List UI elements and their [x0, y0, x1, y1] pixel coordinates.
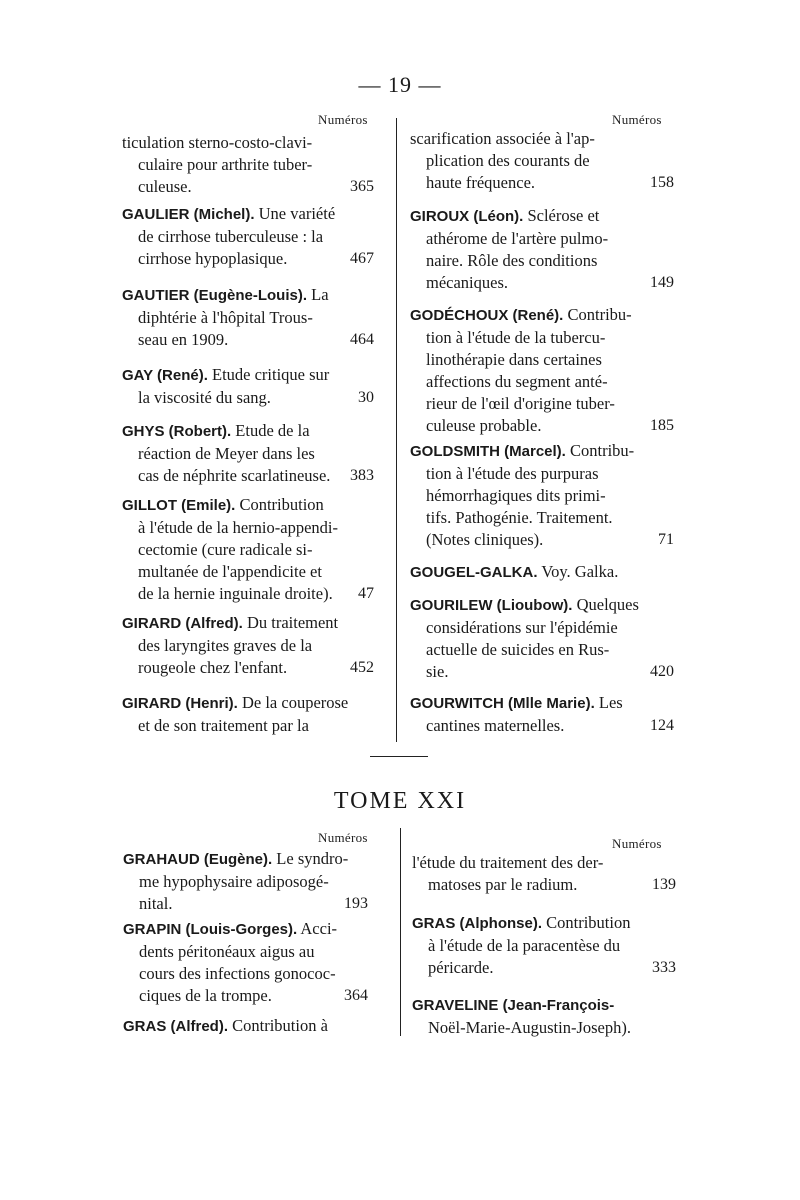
entry-text: cantines maternelles.	[426, 716, 565, 735]
index-entry	[122, 132, 374, 198]
author-name: GOURILEW (Lioubow).	[410, 597, 573, 614]
thesis-number: 185	[650, 417, 674, 434]
index-entry	[410, 128, 674, 194]
entry-text: ticulation sterno-costo-clavi-	[122, 133, 313, 152]
entry-text: culeuse probable.	[426, 416, 542, 435]
entry-text: rieur de l'œil d'origine tuber-	[426, 394, 615, 413]
entry-text: nital.	[139, 894, 173, 913]
entry-text: à l'étude de la paracentèse du	[428, 936, 621, 955]
author-name: GAULIER (Michel).	[122, 206, 255, 223]
index-entry	[410, 561, 674, 584]
index-entry	[122, 420, 374, 487]
entry-text: culaire pour arthrite tuber-	[138, 155, 313, 174]
thesis-number: 47	[358, 585, 374, 602]
entry-text: la viscosité du sang.	[138, 388, 271, 407]
entry-text: Le syndro-	[272, 849, 349, 868]
entry-text: matoses par le radium.	[428, 875, 578, 894]
section-divider	[370, 756, 428, 757]
author-name: GAUTIER (Eugène-Louis).	[122, 287, 307, 304]
author-name: GRAS (Alfred).	[123, 1018, 228, 1035]
entry-text: diphtérie à l'hôpital Trous-	[138, 308, 313, 327]
entry-text: Contribution à	[228, 1016, 328, 1035]
entry-text: Contribution	[235, 495, 324, 514]
entry-text: Sclérose et	[523, 206, 600, 225]
author-name: GAY (René).	[122, 367, 208, 384]
thesis-number: 333	[652, 959, 676, 976]
entry-text: péricarde.	[428, 958, 494, 977]
index-entry	[122, 612, 374, 679]
entry-text: et de son traitement par la	[138, 716, 309, 735]
entry-text: Contribu-	[565, 441, 635, 460]
entry-text: hémorrhagiques dits primi-	[426, 486, 606, 505]
entry-text: culeuse.	[138, 177, 192, 196]
thesis-number: 365	[350, 178, 374, 195]
thesis-number: 139	[652, 876, 676, 893]
entry-text: plication des courants de	[426, 151, 590, 170]
entry-text: mécaniques.	[426, 273, 509, 292]
entry-text: me hypophysaire adiposogé-	[139, 872, 329, 891]
index-entry	[122, 284, 374, 351]
index-entry	[410, 205, 674, 294]
entry-text: Contribution	[542, 913, 631, 932]
thesis-number: 124	[650, 717, 674, 734]
entry-text: des laryngites graves de la	[138, 636, 313, 655]
index-entry	[410, 594, 674, 683]
author-name: GIRARD (Henri).	[122, 695, 238, 712]
thesis-number: 71	[658, 531, 674, 548]
thesis-number: 30	[358, 389, 374, 406]
thesis-number: 452	[350, 659, 374, 676]
thesis-number: 193	[344, 895, 368, 912]
column-divider-bottom	[400, 828, 401, 1036]
entry-text: affections du segment anté-	[426, 372, 608, 391]
index-entry	[122, 203, 374, 270]
entry-text: rougeole chez l'enfant.	[138, 658, 288, 677]
column-header-left: Numéros	[318, 112, 368, 127]
entry-text: Etude de la	[231, 421, 310, 440]
entry-text: réaction de Meyer dans les	[138, 444, 315, 463]
entry-text: à l'étude de la hernio-appendi-	[138, 518, 338, 537]
entry-text: Une variété	[254, 204, 336, 223]
entry-text: tifs. Pathogénie. Traitement.	[426, 508, 613, 527]
thesis-number: 464	[350, 331, 374, 348]
entry-text: Quelques	[572, 595, 639, 614]
entry-text: linothérapie dans certaines	[426, 350, 602, 369]
entry-text: scarification associée à l'ap-	[410, 129, 595, 148]
entry-text: considérations sur l'épidémie	[426, 618, 618, 637]
thesis-number: 467	[350, 250, 374, 267]
entry-text: ciques de la trompe.	[139, 986, 272, 1005]
index-entry	[412, 912, 676, 979]
author-name: GOLDSMITH (Marcel).	[410, 443, 566, 460]
index-entry	[122, 364, 374, 409]
index-entry	[122, 692, 374, 737]
column-divider	[396, 118, 397, 742]
entry-text: multanée de l'appendicite et	[138, 562, 322, 581]
entry-text: de la hernie inguinale droite).	[138, 584, 333, 603]
entry-text: cours des infections gonococ-	[139, 964, 336, 983]
author-name: GOURWITCH (Mlle Marie).	[410, 695, 595, 712]
entry-text: Etude critique sur	[207, 365, 330, 384]
page-number: — 19 —	[358, 72, 442, 97]
entry-text: tion à l'étude des purpuras	[426, 464, 599, 483]
index-entry	[412, 994, 676, 1039]
entry-text: cas de néphrite scarlatineuse.	[138, 466, 331, 485]
index-entry	[410, 440, 674, 551]
entry-text: tion à l'étude de la tubercu-	[426, 328, 606, 347]
author-name: GHYS (Robert).	[122, 423, 232, 440]
author-name: GILLOT (Emile).	[122, 497, 236, 514]
entry-text: Acci-	[297, 919, 338, 938]
entry-text: sie.	[426, 662, 449, 681]
thesis-number: 383	[350, 467, 374, 484]
entry-text: De la couperose	[237, 693, 349, 712]
author-name: GRAS (Alphonse).	[412, 915, 542, 932]
entry-text: La	[307, 285, 329, 304]
entry-text: Voy. Galka.	[537, 562, 619, 581]
entry-text: athérome de l'artère pulmo-	[426, 229, 609, 248]
column-header-right: Numéros	[612, 112, 662, 127]
index-entry	[412, 852, 676, 896]
entry-text: cectomie (cure radicale si-	[138, 540, 313, 559]
index-entry	[123, 848, 368, 915]
entry-text: de cirrhose tuberculeuse : la	[138, 227, 324, 246]
entry-text: actuelle de suicides en Rus-	[426, 640, 610, 659]
column-header-left-bottom: Numéros	[318, 830, 368, 845]
thesis-number: 149	[650, 274, 674, 291]
thesis-number: 420	[650, 663, 674, 680]
index-entry	[410, 304, 674, 437]
entry-text: Du traitement	[242, 613, 339, 632]
entry-text: cirrhose hypoplasique.	[138, 249, 288, 268]
column-header-right-bottom: Numéros	[612, 836, 662, 851]
author-name: GOUGEL-GALKA.	[410, 564, 538, 581]
entry-text: naire. Rôle des conditions	[426, 251, 598, 270]
entry-text: l'étude du traitement des der-	[412, 853, 604, 872]
index-entry	[123, 1015, 368, 1038]
thesis-number: 364	[344, 987, 368, 1004]
entry-text: Contribu-	[563, 305, 632, 324]
author-name: GODÉCHOUX (René).	[410, 307, 564, 324]
author-name: GRAPIN (Louis-Gorges).	[123, 921, 298, 938]
index-entry	[123, 918, 368, 1007]
author-name: GRAVELINE (Jean-François-	[412, 997, 615, 1014]
author-name: GIROUX (Léon).	[410, 208, 524, 225]
index-entry	[410, 692, 674, 737]
thesis-number: 158	[650, 174, 674, 191]
entry-text: haute fréquence.	[426, 173, 536, 192]
author-name: GRAHAUD (Eugène).	[123, 851, 273, 868]
entry-text: (Notes cliniques).	[426, 530, 544, 549]
tome-title: TOME XXI	[333, 788, 467, 814]
entry-text: dents péritonéaux aigus au	[139, 942, 315, 961]
author-name: GIRARD (Alfred).	[122, 615, 243, 632]
entry-text: Noël-Marie-Augustin-Joseph).	[428, 1018, 631, 1037]
entry-text: Les	[594, 693, 623, 712]
entry-text: seau en 1909.	[138, 330, 229, 349]
index-entry	[122, 494, 374, 605]
